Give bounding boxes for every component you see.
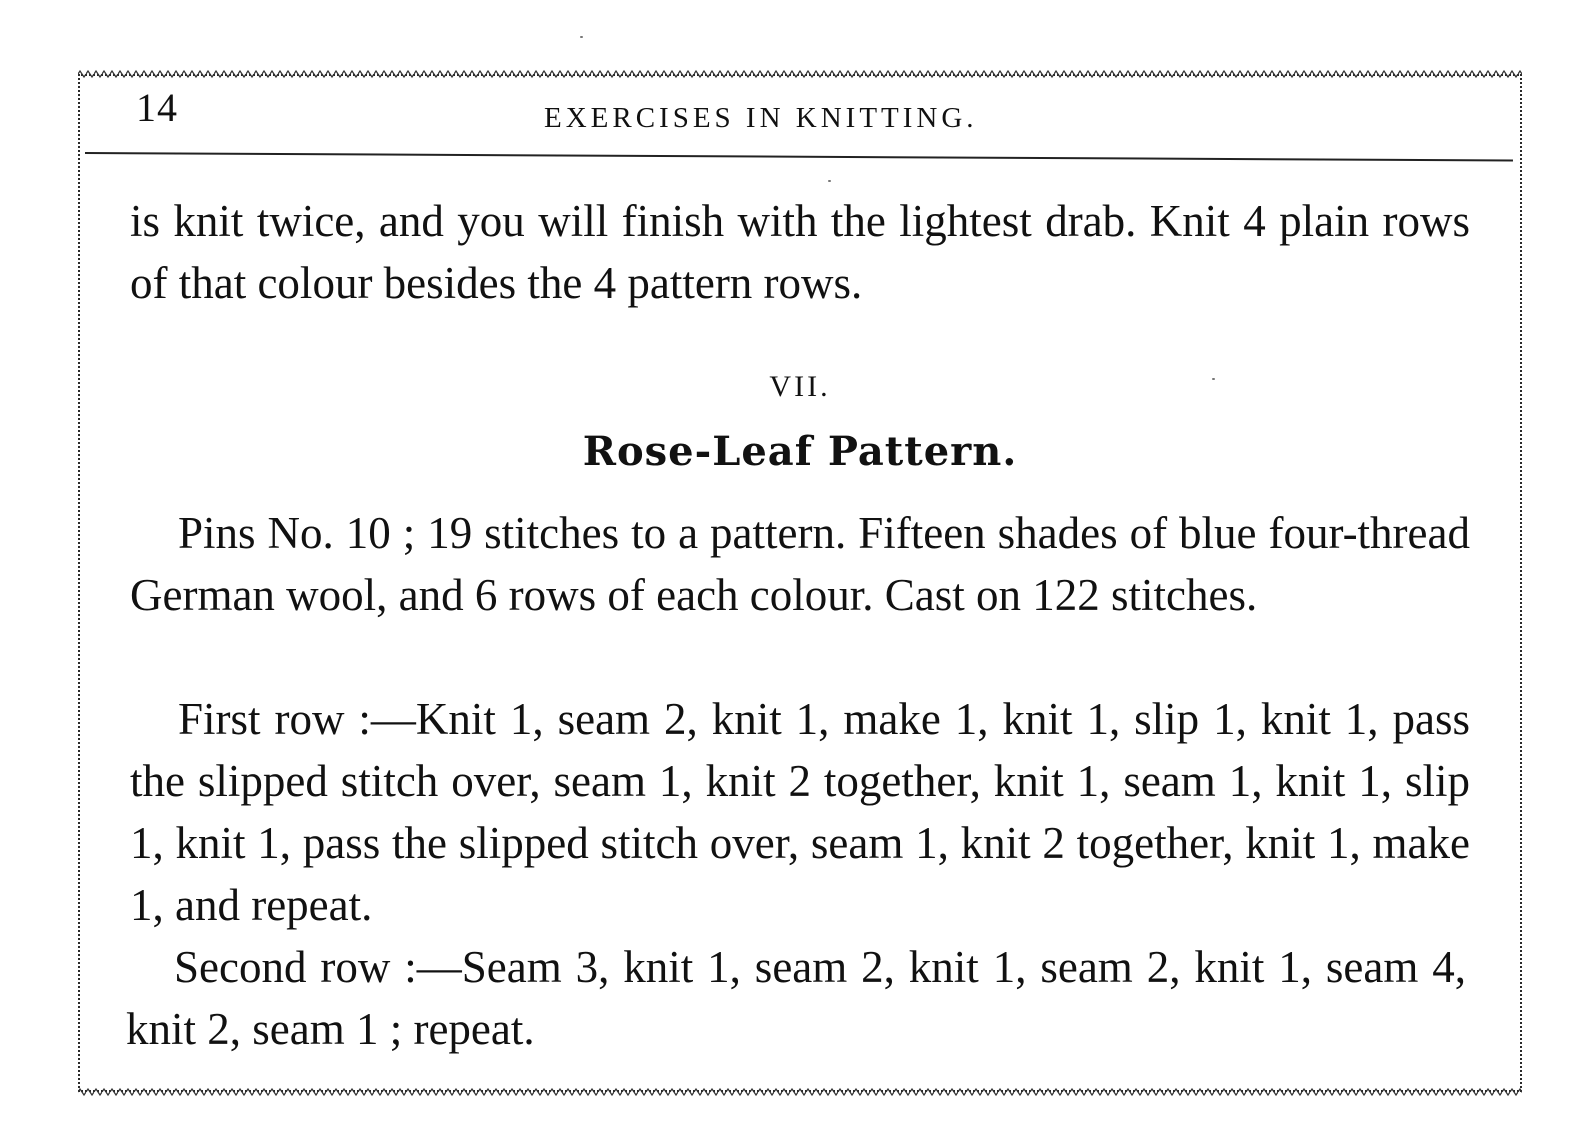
page-number: 14 <box>136 85 178 130</box>
paper-speck <box>1212 378 1215 380</box>
paragraph-second-row: Second row :—Seam 3, knit 1, seam 2, knit 1, seam 2, knit 1, seam 4, knit 2, seam 1 ; repeat. <box>126 942 1466 1054</box>
section-number: VII. <box>769 370 831 403</box>
running-title: EXERCISES IN KNITTING. <box>544 102 978 134</box>
carry-over-paragraph: is knit twice, and you will finish with the lightest drab. Knit 4 plain rows of that colour besides the 4 pattern rows. <box>130 196 1470 308</box>
paper-speck <box>580 36 583 38</box>
paragraph-materials: Pins No. 10 ; 19 stitches to a pattern. Fifteen shades of blue four-thread German wool, and 6 rows of each colour. Cast on 122 stitches. <box>130 508 1470 620</box>
running-head <box>78 82 1522 152</box>
paper-speck <box>828 180 831 182</box>
decorative-border-bottom <box>78 1087 1522 1097</box>
decorative-border-top <box>78 69 1522 79</box>
section-heading: Rose-Leaf Pattern. <box>582 428 1018 475</box>
paragraph-first-row: First row :—Knit 1, seam 2, knit 1, make 1, knit 1, slip 1, knit 1, pass the slipped stitch over, seam 1, knit 2 together, knit 1, seam 1, knit 1, slip 1, knit 1, pass the slipped stitch over, seam 1, knit 2 together, knit 1, make 1, and repeat. <box>130 694 1470 930</box>
